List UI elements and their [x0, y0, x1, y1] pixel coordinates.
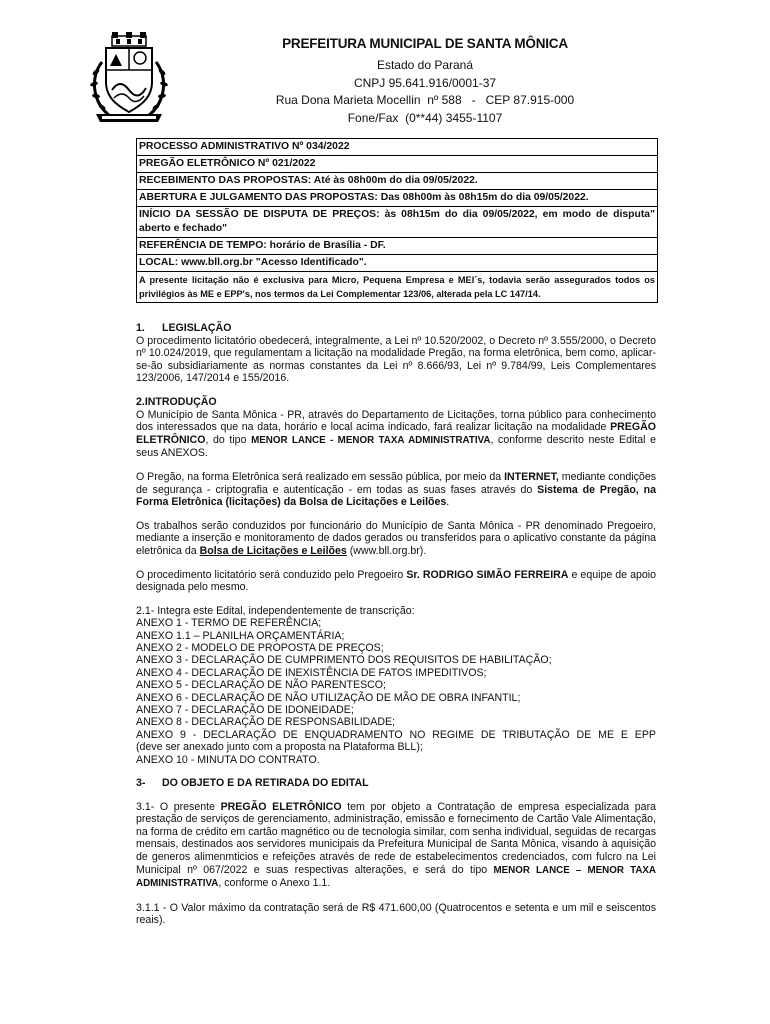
time-reference: REFERÊNCIA DE TEMPO: horário de Brasília - DF. [137, 238, 657, 255]
section-1-heading [136, 322, 656, 335]
text-span-bold: PREGÃO ELETRÔNICO [220, 800, 342, 813]
section-2-paragraph-3 [136, 520, 656, 558]
section-2-paragraph-2 [136, 471, 656, 509]
annex-item: ANEXO 9 - DECLARAÇÃO DE ENQUADRAMENTO NO REGIME DE TRIBUTAÇÃO DE ME E EPP [136, 728, 656, 741]
cnpj-line: CNPJ 95.641.916/0001-37 [353, 75, 497, 90]
annex-item: ANEXO 6 - DECLARAÇÃO DE NÃO UTILIZAÇÃO DE MÃO DE OBRA INFANTIL; [136, 691, 521, 704]
text-span: O Pregão, na forma Eletrônica será realizado em sessão pública, por meio da [136, 470, 505, 483]
annex-item: ANEXO 1 - TERMO DE REFERÊNCIA; [136, 617, 322, 630]
bll-link[interactable]: Bolsa de Licitações e Leilões [199, 544, 347, 557]
dispute-start: INÍCIO DA SESSÃO DE DISPUTA DE PREÇOS: às 08h15m do dia 09/05/2022, em modo de disputa" aberto e fechado" [137, 207, 657, 238]
text-span: tem por objeto a Contratação de empresa especializada para prestação de serviços de gerenciamento, administração, emissão e fornecimento de Cartão Vale Alimentação, na forma de crédito em cartão magnético ou de tecnologia similar, com senha individual, seguidas de recargas mensais, destinados aos servidores municipais da Prefeitura Municipal de Santa Mônica, visando à aquisição de generos alimenmticios e refeições através de rede de estabelecimentos credenciados, com fulcro na Lei Municipal nº 067/2022 e suas respectivas alterações, e será do tipo [136, 800, 656, 876]
section-2-paragraph-4 [136, 569, 656, 594]
annex-intro: 2.1- Integra este Edital, independentemente de transcrição: [136, 604, 415, 617]
municipal-crest-icon [88, 32, 170, 128]
text-span: Os trabalhos serão conduzidos por funcionário do Município de Santa Mônica - PR denominado Pregoeiro, mediante a inserção e monitoramento de dados gerados ou transferidos para o aplicativo constante da página eletrônica da [136, 519, 656, 557]
section-3-number: 3- [136, 776, 146, 789]
text-span: e equipe de apoio designada pelo mesmo. [136, 568, 657, 594]
process-info-box [136, 138, 658, 303]
text-span: . [446, 496, 450, 509]
annex-item: ANEXO 10 - MINUTA DO CONTRATO. [136, 753, 320, 766]
bll-url[interactable]: (www.bll.org.br). [346, 544, 427, 557]
text-span: 3.1- O presente [136, 800, 221, 813]
location: LOCAL: www.bll.org.br "Acesso Identificado". [137, 255, 657, 272]
phone-line: Fone/Fax (0**44) 3455-1107 [347, 110, 503, 125]
text-span: , conforme descrito neste Edital e seus ANEXOS. [136, 433, 656, 460]
exclusivity-note: A presente licitação não é exclusiva para Micro, Pequena Empresa e MEI´s, todavia serão assegurados todos os privilégios às ME e EPP's, nos termos da Lei Complementar 123/06, alterada pela LC 147/14. [139, 275, 655, 299]
section-2-paragraph-1 [136, 409, 656, 460]
text-span: mediante condições de segurança - criptografia e autenticação - em todas as suas fases através do [136, 470, 657, 496]
annex-item: ANEXO 3 - DECLARAÇÃO DE CUMPRIMENTO DOS REQUISITOS DE HABILITAÇÃO; [136, 654, 552, 667]
annex-item: ANEXO 8 - DECLARAÇÃO DE RESPONSABILIDADE; [136, 716, 396, 729]
section-3-heading [136, 777, 656, 790]
proposal-receipt: RECEBIMENTO DAS PROPOSTAS: Até às 08h00m do dia 09/05/2022. [137, 173, 657, 190]
section-1-text: O procedimento licitatório obedecerá, integralmente, a Lei nº 10.520/2002, o Decreto nº 3.555/2000, o Decreto nº 10.024/2019, que regulamentam a licitação na modalidade Pregão, na forma eletrônica, bem como, aplicar-se-ão subsidiariamente as normas constantes da Lei nº 8.666/93, Lei nº 9.784/99, Leis Complementares 123/2006, 147/2014 e 155/2016. [136, 334, 656, 385]
annex-item: (deve ser anexado junto com a proposta na Plataforma BLL); [136, 741, 423, 754]
text-span-bold: MENOR LANCE – MENOR TAXA ADMINISTRATIVA [136, 864, 657, 890]
section-1-title: LEGISLAÇÃO [162, 322, 232, 334]
text-span: , conforme o Anexo 1.1. [218, 877, 331, 890]
text-span: O procedimento licitatório será conduzido pelo Pregoeiro [136, 568, 407, 581]
address-line: Rua Dona Marieta Mocellin nº 588 - CEP 87.915-000 [275, 93, 575, 107]
text-span-bold: Sr. RODRIGO SIMÃO FERREIRA [406, 568, 569, 581]
text-span-bold: MENOR LANCE - MENOR TAXA ADMINISTRATIVA [251, 434, 491, 446]
section-3-title: DO OBJETO E DA RETIRADA DO EDITAL [162, 776, 369, 789]
annex-item: ANEXO 2 - MODELO DE PROPOSTA DE PREÇOS; [136, 641, 384, 654]
annex-item: ANEXO 4 - DECLARAÇÃO DE INEXISTÊNCIA DE FATOS IMPEDITIVOS; [136, 666, 487, 679]
annex-item: ANEXO 5 - DECLARAÇÃO DE NÃO PARENTESCO; [136, 679, 386, 692]
text-span: O Município de Santa Mônica - PR, através do Departamento de Licitações, torna público para conhecimento dos interessados que na data, horário e local acima indicado, fará realizar licitação na modalidade [136, 408, 656, 434]
section-2-heading: 2.INTRODUÇÃO [136, 395, 217, 408]
text-span-bold: Sistema de Pregão, na Forma Eletrônica (licitações) da Bolsa de Licitações e Leilões [136, 483, 656, 509]
proposal-opening: ABERTURA E JULGAMENTO DAS PROPOSTAS: Das 08h00m às 08h15m do dia 09/05/2022. [137, 190, 657, 207]
text-span-bold: INTERNET, [504, 470, 559, 483]
process-number: PROCESSO ADMINISTRATIVO Nº 034/2022 [137, 139, 657, 156]
letterhead [190, 36, 660, 127]
text-span: , do tipo [205, 433, 252, 446]
pregao-number: PREGÃO ELETRÔNICO Nº 021/2022 [137, 156, 657, 173]
annex-item: ANEXO 7 - DECLARAÇÃO DE IDONEIDADE; [136, 703, 354, 716]
section-3-paragraph-2: 3.1.1 - O Valor máximo da contratação será de R$ 471.600,00 (Quatrocentos e setenta e um mil e seiscentos reais). [136, 901, 656, 927]
document-body [136, 322, 656, 927]
text-span-bold: PREGÃO ELETRÔNICO [136, 421, 656, 446]
municipality-title: PREFEITURA MUNICIPAL DE SANTA MÔNICA [282, 36, 568, 51]
section-1-number: 1. [136, 322, 145, 334]
state-line: Estado do Paraná [376, 58, 474, 72]
annex-list [136, 605, 656, 766]
section-3-paragraph-1 [136, 801, 656, 891]
annex-item: ANEXO 1.1 – PLANILHA ORÇAMENTÁRIA; [136, 629, 345, 642]
